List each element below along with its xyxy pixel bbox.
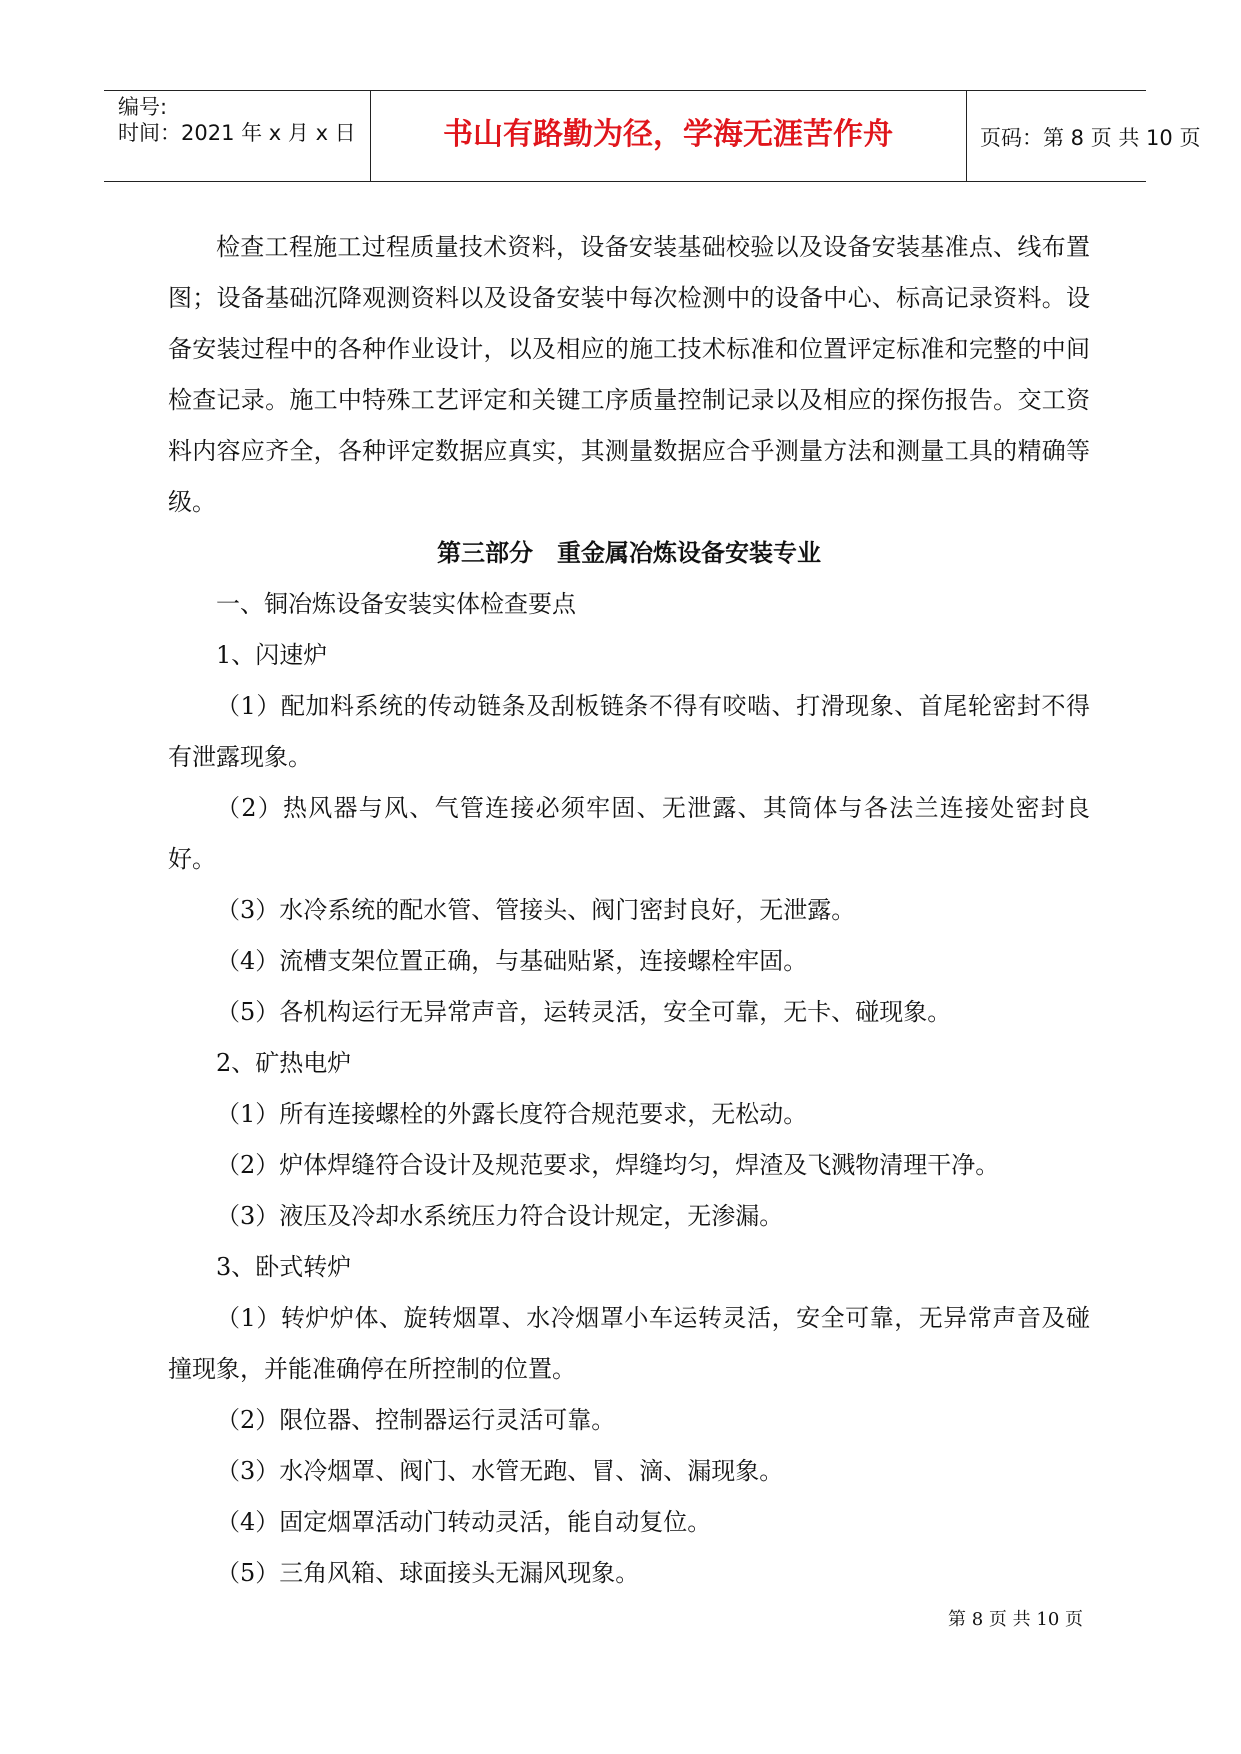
list-item: （2）热风器与风、气管连接必须牢固、无泄露、其筒体与各法兰连接处密封良好。 <box>168 794 1090 873</box>
list-item: （5）各机构运行无异常声音，运转灵活，安全可靠，无卡、碰现象。 <box>216 998 952 1026</box>
intro-paragraph: 检查工程施工过程质量技术资料，设备安装基础校验以及设备安装基准点、线布置图；设备基础沉降观测资料以及设备安装中每次检测中的设备中心、标高记录资料。设备安装过程中的各种作业设计，以及相应的施工技术标准和位置评定标准和完整的中间检查记录。施工中特殊工艺评定和关键工序质量控制记录以及相应的探伤报告。交工资料内容应齐全，各种评定数据应真实，其测量数据应合乎测量方法和测量工具的精确等级。 <box>168 233 1090 516</box>
header-page-number: 页码：第 8 页 共 10 页 <box>980 126 1201 150</box>
list-item: （3）水冷烟罩、阀门、水管无跑、冒、滴、漏现象。 <box>216 1457 784 1485</box>
document-body <box>168 222 1090 1599</box>
section-heading-1: 一、铜冶炼设备安装实体检查要点 <box>216 590 576 618</box>
subsection-title-electric-furnace: 2、矿热电炉 <box>216 1049 352 1077</box>
list-item: （4）固定烟罩活动门转动灵活，能自动复位。 <box>216 1508 712 1536</box>
header-info-cell <box>104 91 371 181</box>
part-heading: 第三部分 重金属冶炼设备安装专业 <box>437 539 821 567</box>
document-time-label: 时间：2021 年 x 月 x 日 <box>118 121 356 145</box>
page-header <box>104 90 1201 182</box>
header-slogan: 书山有路勤为径，学海无涯苦作舟 <box>443 117 893 152</box>
document-code-label: 编号: <box>118 95 168 119</box>
list-item: （4）流槽支架位置正确，与基础贴紧，连接螺栓牢固。 <box>216 947 808 975</box>
page-footer-number: 第 8 页 共 10 页 <box>948 1609 1083 1630</box>
list-item: （3）液压及冷却水系统压力符合设计规定，无渗漏。 <box>216 1202 784 1230</box>
list-item: （2）限位器、控制器运行灵活可靠。 <box>216 1406 616 1434</box>
header-page-cell <box>966 91 1201 181</box>
subsection-title-converter: 3、卧式转炉 <box>216 1253 352 1281</box>
subsection-title-flash-furnace: 1、闪速炉 <box>216 641 328 669</box>
list-item: （5）三角风箱、球面接头无漏风现象。 <box>216 1559 640 1587</box>
list-item: （2）炉体焊缝符合设计及规范要求，焊缝均匀，焊渣及飞溅物清理干净。 <box>216 1151 1000 1179</box>
list-item: （3）水冷系统的配水管、管接头、阀门密封良好，无泄露。 <box>216 896 856 924</box>
header-slogan-cell <box>370 91 967 181</box>
list-item: （1）转炉炉体、旋转烟罩、水冷烟罩小车运转灵活，安全可靠，无异常声音及碰撞现象，并能准确停在所控制的位置。 <box>168 1304 1090 1383</box>
list-item: （1）配加料系统的传动链条及刮板链条不得有咬啮、打滑现象、首尾轮密封不得有泄露现象。 <box>168 692 1090 771</box>
list-item: （1）所有连接螺栓的外露长度符合规范要求，无松动。 <box>216 1100 808 1128</box>
